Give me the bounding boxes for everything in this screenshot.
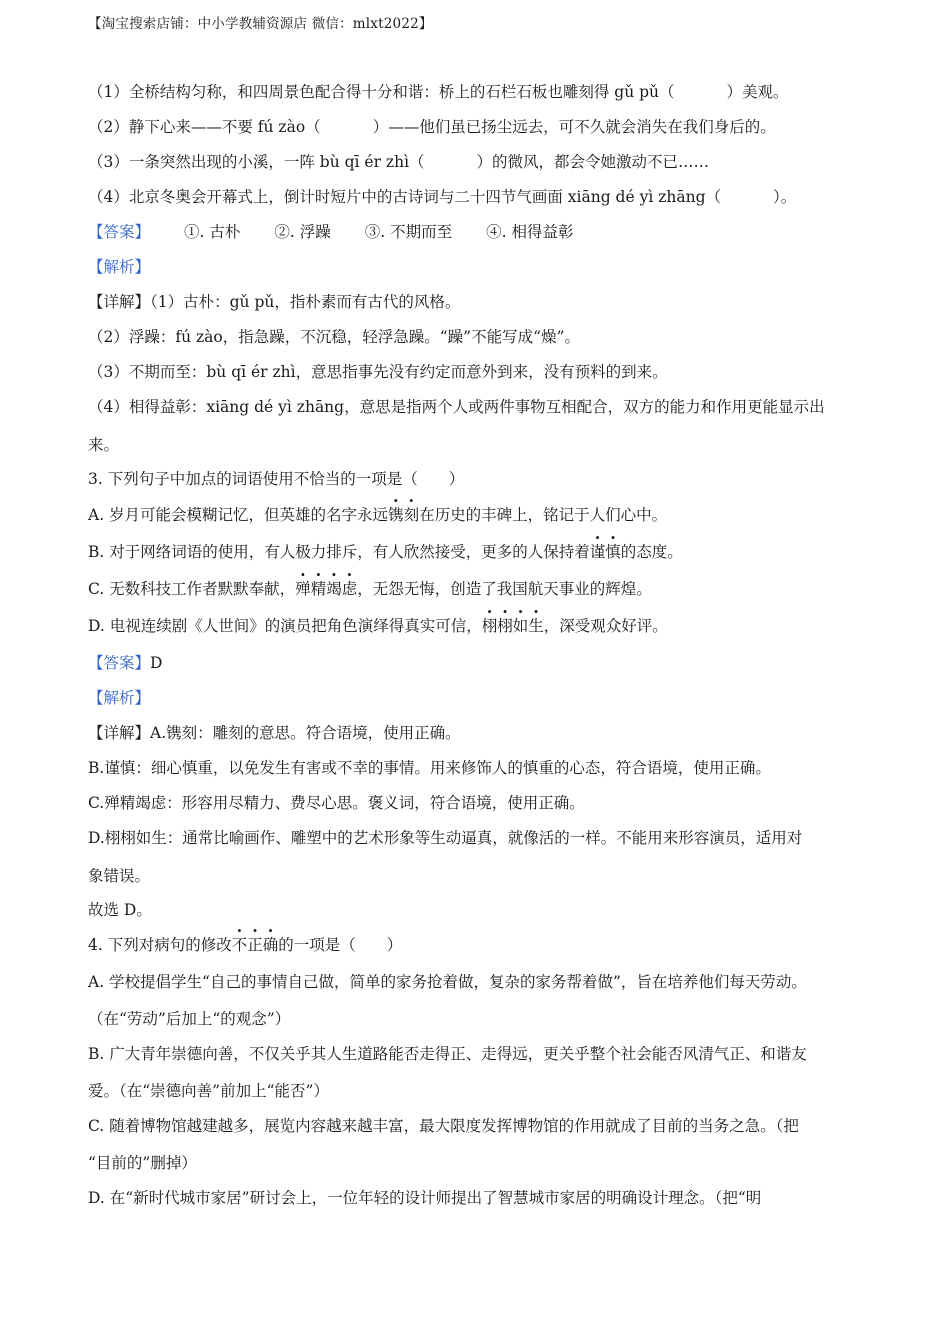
emphasized-char: 生 bbox=[528, 617, 544, 635]
emphasized-char: 确 bbox=[262, 936, 279, 954]
q2-item-3: （3）一条突然出现的小溪，一阵 bù qī ér zhì（ ）的微风，都会令她激动不已…… bbox=[88, 153, 710, 171]
emphasized-char: 刻 bbox=[403, 506, 420, 524]
q4-option-a2: （在“劳动”后加上“的观念”） bbox=[88, 1010, 291, 1028]
answer-label: 【答案】 bbox=[88, 654, 151, 672]
emphasized-char: 镌 bbox=[388, 506, 404, 524]
emphasized-char: 正 bbox=[247, 936, 263, 954]
emphasized-char: 精 bbox=[310, 580, 327, 598]
q3-detail-d2: 象错误。 bbox=[88, 867, 151, 885]
q3-option-c: C. 无数科技工作者默默奉献，殚精竭虑，无怨无悔，创造了我国航天事业的辉煌。 bbox=[88, 580, 652, 598]
emphasized-char: 殚 bbox=[295, 580, 311, 598]
emphasized-char: 慎 bbox=[605, 543, 621, 561]
q3-detail-a: 【详解】A.镌刻：雕刻的意思。符合语境，使用正确。 bbox=[88, 724, 461, 742]
answer-value: D bbox=[150, 654, 163, 672]
q3-analysis-label: 【解析】 bbox=[88, 689, 151, 707]
q2-detail-3: （3）不期而至：bù qī ér zhì，意思指事先没有约定而意外到来，没有预料的到来。 bbox=[88, 363, 668, 381]
q4-stem: 4. 下列对病句的修改不正确的一项是（ ） bbox=[88, 936, 403, 954]
q2-detail-4b: 来。 bbox=[88, 436, 120, 454]
q4-option-c1: C. 随着博物馆越建越多，展览内容越来越丰富，最大限度发挥博物馆的作用就成了目前的当务之急。（把 bbox=[88, 1117, 799, 1135]
store-header: 【淘宝搜索店铺：中小学教辅资源店 微信：mlxt2022】 bbox=[88, 16, 433, 32]
q4-option-b1: B. 广大青年崇德向善，不仅关乎其人生道路能否走得正、走得远，更关乎整个社会能否风清气正、和谐友 bbox=[88, 1045, 807, 1063]
q2-item-2: （2）静下心来——不要 fú zào（ ）——他们虽已扬尘远去，可不久就会消失在我们身后的。 bbox=[88, 118, 776, 136]
answer-item: ④. 相得益彰 bbox=[486, 223, 574, 241]
q4-option-d1: D. 在“新时代城市家居”研讨会上，一位年轻的设计师提出了智慧城市家居的明确设计理念。（把“明 bbox=[88, 1189, 762, 1207]
emphasized-char: 不 bbox=[231, 936, 248, 954]
q2-detail-1: 【详解】（1）古朴：gǔ pǔ，指朴素而有古代的风格。 bbox=[88, 293, 461, 311]
q4-option-c2: “目前的”删掉） bbox=[88, 1154, 197, 1172]
q3-answer bbox=[88, 652, 162, 674]
q3-option-d: D. 电视连续剧《人世间》的演员把角色演绎得真实可信，栩栩如生，深受观众好评。 bbox=[88, 617, 668, 635]
detail-label: 【详解】 bbox=[88, 724, 151, 742]
q2-analysis-label: 【解析】 bbox=[88, 258, 151, 276]
emphasized-char: 如 bbox=[512, 617, 529, 635]
q2-item-1: （1）全桥结构匀称，和四周景色配合得十分和谐：桥上的石栏石板也雕刻得 gǔ pǔ（ ）美观。 bbox=[88, 83, 789, 101]
q2-detail-4a: （4）相得益彰：xiāng dé yì zhāng，意思是指两个人或两件事物互相配合，双方的能力和作用更能显示出 bbox=[88, 398, 825, 416]
q3-detail-d1: D.栩栩如生：通常比喻画作、雕塑中的艺术形象等生动逼真，就像活的一样。不能用来形容演员，适用对 bbox=[88, 829, 803, 847]
q3-detail-c: C.殚精竭虑：形容用尽精力、费尽心思。褒义词，符合语境，使用正确。 bbox=[88, 794, 585, 812]
answer-item: ②. 浮躁 bbox=[274, 223, 331, 241]
q3-option-a: A. 岁月可能会模糊记忆，但英雄的名字永远镌刻在历史的丰碑上，铭记于人们心中。 bbox=[88, 506, 668, 524]
answer-item: ①. 古朴 bbox=[184, 223, 241, 241]
q4-option-b2: 爱。（在“崇德向善”前加上“能否”） bbox=[88, 1082, 329, 1100]
emphasized-char: 谨 bbox=[589, 543, 606, 561]
emphasized-char: 虑 bbox=[341, 580, 358, 598]
q3-conclusion: 故选 D。 bbox=[88, 901, 152, 919]
emphasized-char: 栩 bbox=[497, 617, 513, 635]
q2-item-4: （4）北京冬奥会开幕式上，倒计时短片中的古诗词与二十四节气画面 xiāng dé yì zhāng（ ）。 bbox=[88, 188, 797, 206]
emphasized-char: 栩 bbox=[481, 617, 498, 635]
q4-option-a1: A. 学校提倡学生“自己的事情自己做，简单的家务抢着做，复杂的家务帮着做”，旨在培养他们每天劳动。 bbox=[88, 973, 807, 991]
answer-label: 【答案】 bbox=[88, 223, 151, 241]
emphasized-char: 竭 bbox=[326, 580, 342, 598]
answer-item: ③. 不期而至 bbox=[364, 223, 453, 241]
q3-stem: 3. 下列句子中加点的词语使用不恰当的一项是（ ） bbox=[88, 470, 465, 488]
q3-detail-b: B.谨慎：细心慎重，以免发生有害或不幸的事情。用来修饰人的慎重的心态，符合语境，使用正确。 bbox=[88, 759, 771, 777]
q2-answer bbox=[88, 221, 573, 243]
q3-option-b: B. 对于网络词语的使用，有人极力排斥，有人欣然接受，更多的人保持着谨慎的态度。 bbox=[88, 543, 683, 561]
q2-detail-2: （2）浮躁：fú zào，指急躁，不沉稳，轻浮急躁。“躁”不能写成“燥”。 bbox=[88, 328, 580, 346]
